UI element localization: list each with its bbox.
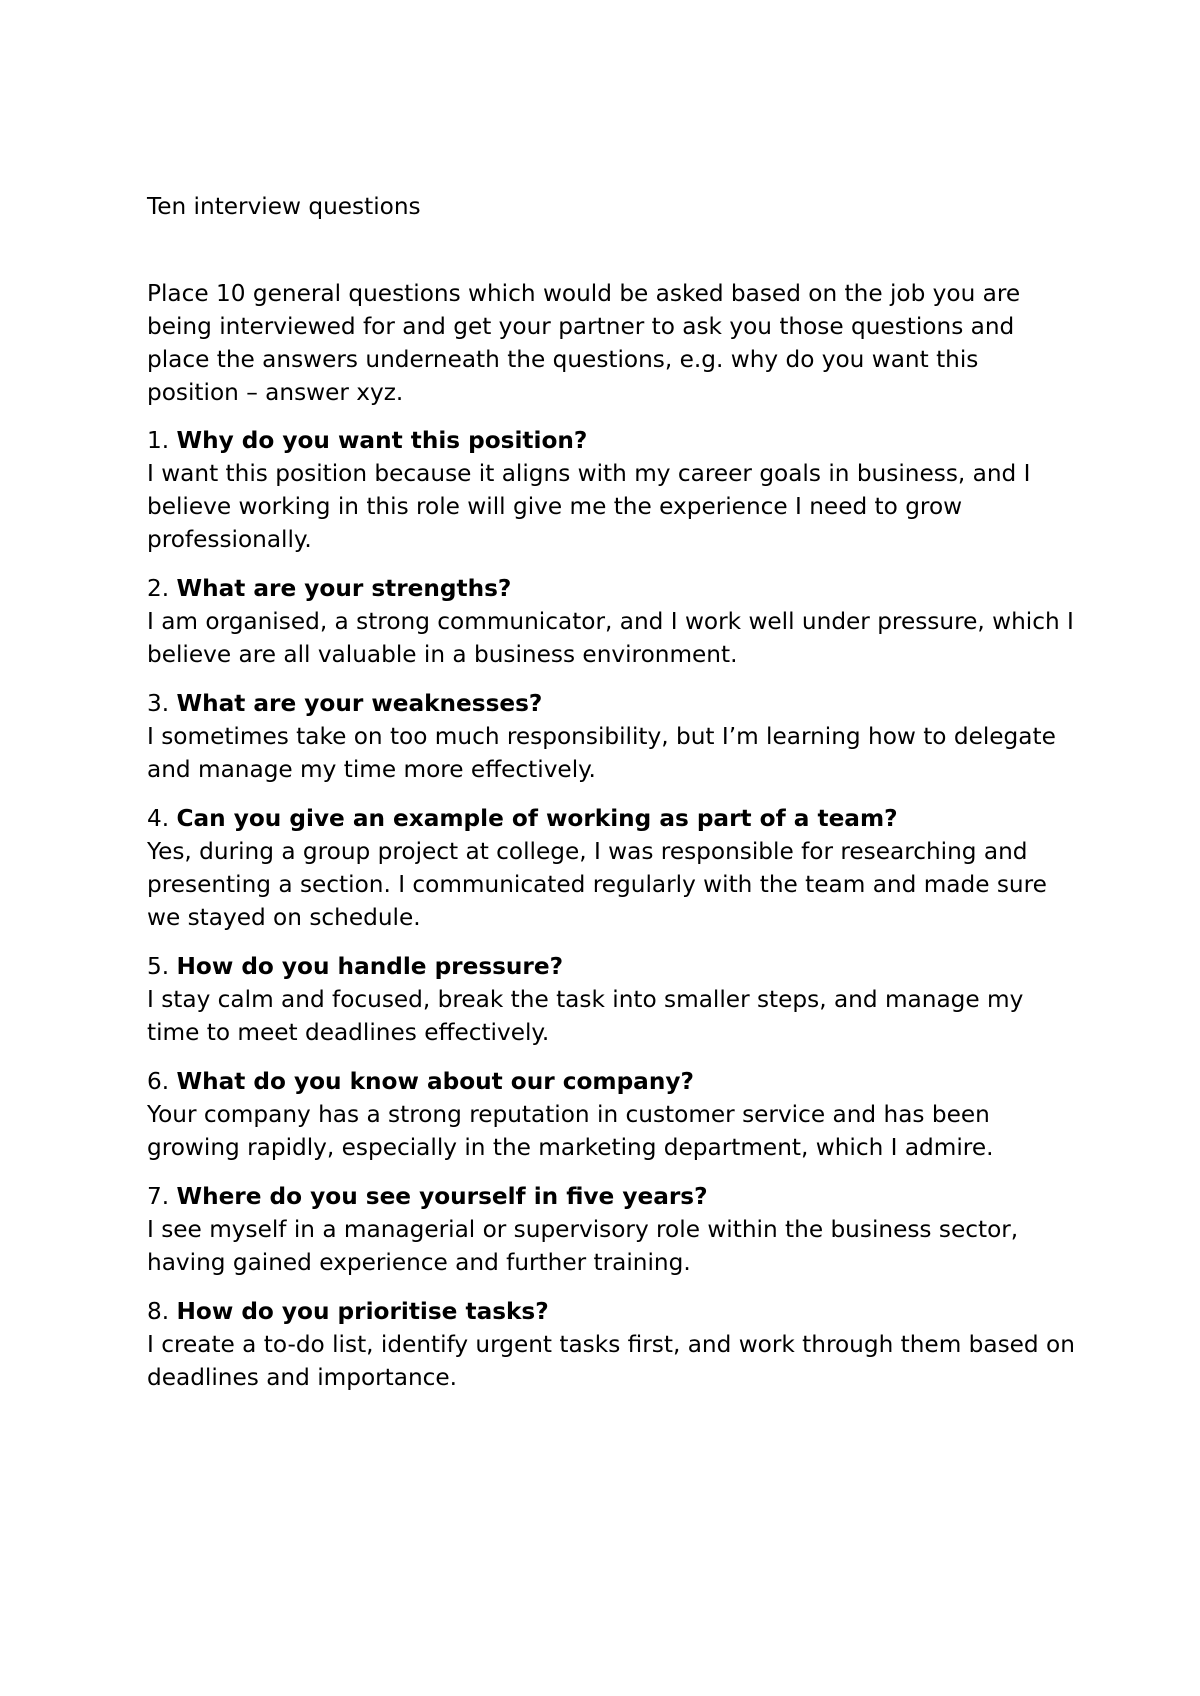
question-number: 3.	[147, 690, 170, 717]
question-number: 6.	[147, 1068, 170, 1095]
question-number: 8.	[147, 1298, 170, 1325]
question-text: How do you prioritise tasks?	[176, 1298, 549, 1325]
question-text: Why do you want this position?	[176, 427, 588, 454]
answer-text: I stay calm and focused, break the task into smaller steps, and manage my time to meet deadlines effectively.	[147, 986, 1024, 1046]
question-number: 2.	[147, 575, 170, 602]
document-title: Ten interview questions	[147, 193, 421, 220]
answer-text: I sometimes take on too much responsibility, but I’m learning how to delegate and manage my time more effectively.	[147, 723, 1056, 783]
question-number: 4.	[147, 805, 170, 832]
answer-text: I want this position because it aligns with my career goals in business, and I believe working in this role will give me the experience I need to grow professionally.	[147, 460, 1031, 553]
question-line	[147, 572, 1077, 605]
answer-text: I create a to-do list, identify urgent tasks first, and work through them based on deadlines and importance.	[147, 1331, 1075, 1391]
question-text: Can you give an example of working as part of a team?	[176, 805, 898, 832]
answer-text: Yes, during a group project at college, I was responsible for researching and presenting a section. I communicated regularly with the team and made sure we stayed on schedule.	[147, 838, 1047, 931]
qa-item-7	[147, 1180, 1077, 1279]
question-text: What are your strengths?	[176, 575, 512, 602]
qa-item-3	[147, 687, 1077, 786]
qa-item-6	[147, 1065, 1077, 1164]
question-text: What do you know about our company?	[176, 1068, 694, 1095]
question-text: What are your weaknesses?	[176, 690, 543, 717]
question-text: How do you handle pressure?	[176, 953, 564, 980]
question-line	[147, 1065, 1077, 1098]
document-page	[147, 190, 1077, 1410]
answer-text: I see myself in a managerial or supervisory role within the business sector, having gained experience and further training.	[147, 1216, 1019, 1276]
qa-item-5	[147, 950, 1077, 1049]
answer-text: Your company has a strong reputation in customer service and has been growing rapidly, especially in the marketing department, which I admire.	[147, 1101, 994, 1161]
question-line	[147, 950, 1077, 983]
qa-item-8	[147, 1295, 1077, 1394]
question-number: 5.	[147, 953, 170, 980]
qa-item-2	[147, 572, 1077, 671]
qa-item-1	[147, 424, 1077, 556]
question-number: 7.	[147, 1183, 170, 1210]
answer-text: I am organised, a strong communicator, and I work well under pressure, which I believe are all valuable in a business environment.	[147, 608, 1074, 668]
question-number: 1.	[147, 427, 170, 454]
question-text: Where do you see yourself in five years?	[176, 1183, 708, 1210]
question-line	[147, 802, 1077, 835]
qa-item-4	[147, 802, 1077, 934]
question-line	[147, 687, 1077, 720]
question-line	[147, 424, 1077, 457]
question-line	[147, 1180, 1077, 1213]
instructions-paragraph: Place 10 general questions which would be asked based on the job you are being interviewed for and get your partner to ask you those questions and place the answers underneath the questions, e.g. why do you want this position – answer xyz.	[147, 280, 1021, 406]
question-line	[147, 1295, 1077, 1328]
